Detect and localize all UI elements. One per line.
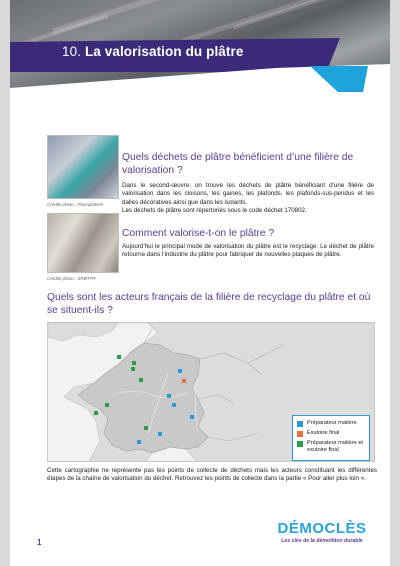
map-note: Cette cartographie ne représente pas les points de collecte de déchets mais les acteurs constituant les différentes étapes de la chaîne de valorisation du déchet. Retrouvez les points de collecte dans la partie « Pour aller plus loin ». xyxy=(47,467,377,483)
logo-wordmark: DÉMOCLÈS xyxy=(277,520,367,537)
section-heading: Comment valorise-t-on le plâtre ? xyxy=(122,228,275,239)
legend-item: Préparateur matière xyxy=(297,420,365,427)
green-square-icon xyxy=(297,441,303,447)
photo-credit: Crédits photo : SRBTP® xyxy=(47,276,96,281)
section-text: Dans le second-œuvre, on trouve les déchets de plâtre bénéficiant d’une filière de valorisation dans les cloisons, les gaines, les plafonds, les plafonds-sus-pendus et les dalles décoratives ainsi que dans les isolants. xyxy=(122,182,374,206)
logo-tagline: Les clés de la démolition durable xyxy=(281,538,363,544)
section-heading: Quels déchets de plâtre bénéficient d’une filière de valorisation ? xyxy=(122,152,354,176)
page-number: 1 xyxy=(37,538,42,547)
plaster-waste-photo xyxy=(47,135,119,199)
photo-credit: Crédits photo : Placoplâtre® xyxy=(47,202,104,207)
democles-logo xyxy=(272,520,372,544)
plaster-recycling-photo xyxy=(47,213,119,273)
document-page xyxy=(10,0,390,566)
legend-item: Exutoire final xyxy=(297,430,365,437)
map-legend xyxy=(292,415,370,461)
section-text: Aujourd’hui le principal mode de valorisation du plâtre est le recyclage. Le déchet de plâtre retourne dans l’industrie du plâtre pour fabriquer de nouvelles plaques de plâtre. xyxy=(122,243,374,259)
legend-item: Préparateur matière et exutoire final xyxy=(297,440,365,454)
page-title: 10. La valorisation du plâtre xyxy=(62,44,244,59)
blue-square-icon xyxy=(297,421,303,427)
header-banner xyxy=(10,0,390,92)
actors-heading: Quels sont les acteurs français de la filière de recyclage du plâtre et où se situent-ils ? xyxy=(47,292,371,316)
france-map xyxy=(47,322,375,462)
orange-square-icon xyxy=(297,431,303,437)
section-text: Les déchets de plâtre sont répertoriés sous le code déchet 170802. xyxy=(122,207,307,214)
